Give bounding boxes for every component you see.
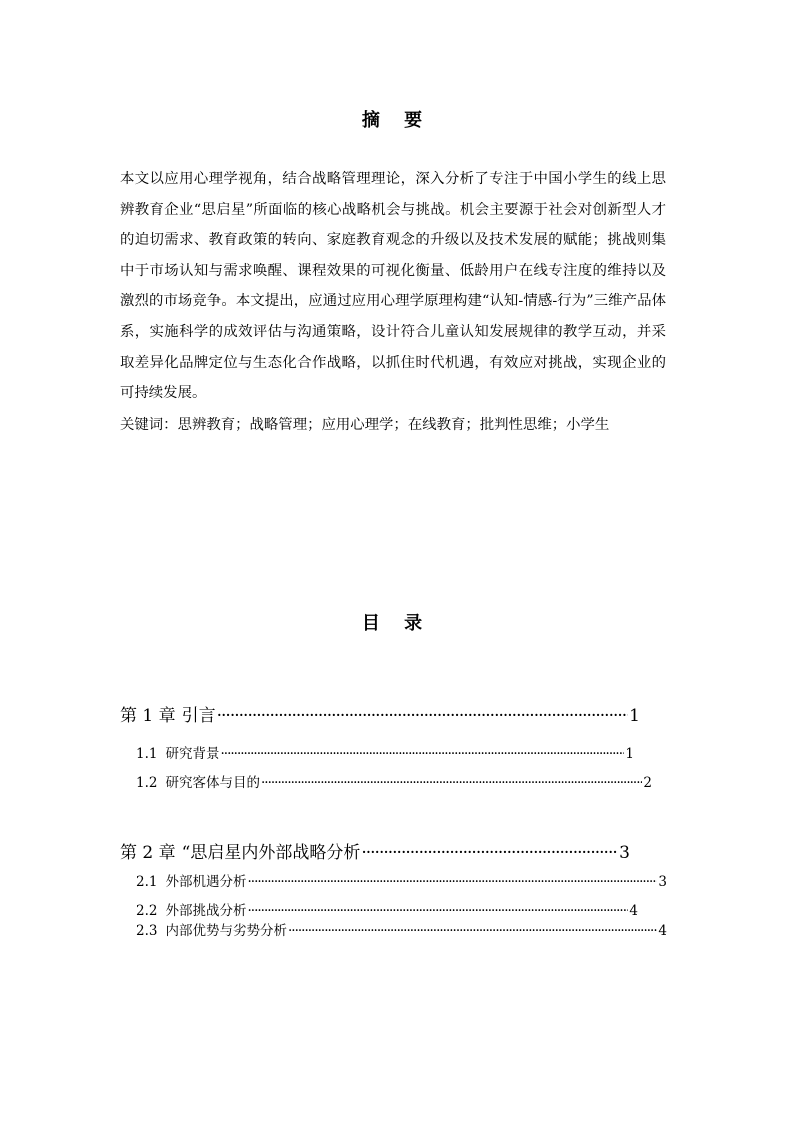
dot-leader [361,842,618,864]
toc-page-number: 4 [629,903,638,919]
toc-entry-1-1[interactable] [136,745,634,763]
toc-page-number: 2 [643,775,652,791]
toc-page-number: 1 [625,746,634,762]
toc-page-number: 4 [658,923,667,939]
dot-leader [247,902,628,920]
toc-entry-1-2[interactable] [136,774,652,792]
toc-entry-label: 1.1 研究背景 [136,746,220,762]
toc-entry-2-1[interactable] [136,873,667,891]
dot-leader [261,774,642,792]
toc-page-number: 3 [658,874,667,890]
toc-entry-2-3[interactable] [136,922,667,940]
dot-leader [217,705,629,727]
toc-title: 目 录 [361,613,432,634]
toc-entry-label: 2.3 内部优势与劣势分析 [136,923,287,939]
toc-entry-label: 2.1 外部机遇分析 [136,874,247,890]
abstract-title: 摘 要 [361,110,432,131]
toc-page-number: 3 [619,843,630,863]
toc-entry-chapter-1[interactable] [120,705,640,727]
toc-entry-chapter-2[interactable] [120,842,630,864]
toc-entry-label: 2.2 外部挑战分析 [136,903,247,919]
toc-entry-label: 1.2 研究客体与目的 [136,775,260,791]
toc-entry-label: 第 2 章 “思启星内外部战略分析 [120,843,361,863]
dot-leader [220,745,624,763]
abstract-body: 本文以应用心理学视角，结合战略管理理论，深入分析了专注于中国小学生的线上思辨教育企业“思启星”所面临的核心战略机会与挑战。机会主要源于社会对创新型人才的迫切需求、教育政策的转向、家庭教育观念的升级以及技术发展的赋能；挑战则集中于市场认知与需求唤醒、课程效果的可视化衡量、低龄用户在线专注度的维持以及激烈的市场竞争。本文提出，应通过应用心理学原理构建“认知-情感-行为”三维产品体系，实施科学的成效评估与沟通策略，设计符合儿童认知发展规律的教学互动，并采取差异化品牌定位与生态化合作战略，以抓住时代机遇，有效应对挑战，实现企业的可持续发展。 [120,171,666,402]
dot-leader [247,873,657,891]
toc-page-number: 1 [629,706,640,726]
toc-entry-label: 第 1 章 引言 [120,706,216,726]
dot-leader [288,922,657,940]
keywords: 关键词：思辨教育；战略管理；应用心理学；在线教育；批判性思维；小学生 [120,417,610,433]
toc-entry-2-2[interactable] [136,902,638,920]
